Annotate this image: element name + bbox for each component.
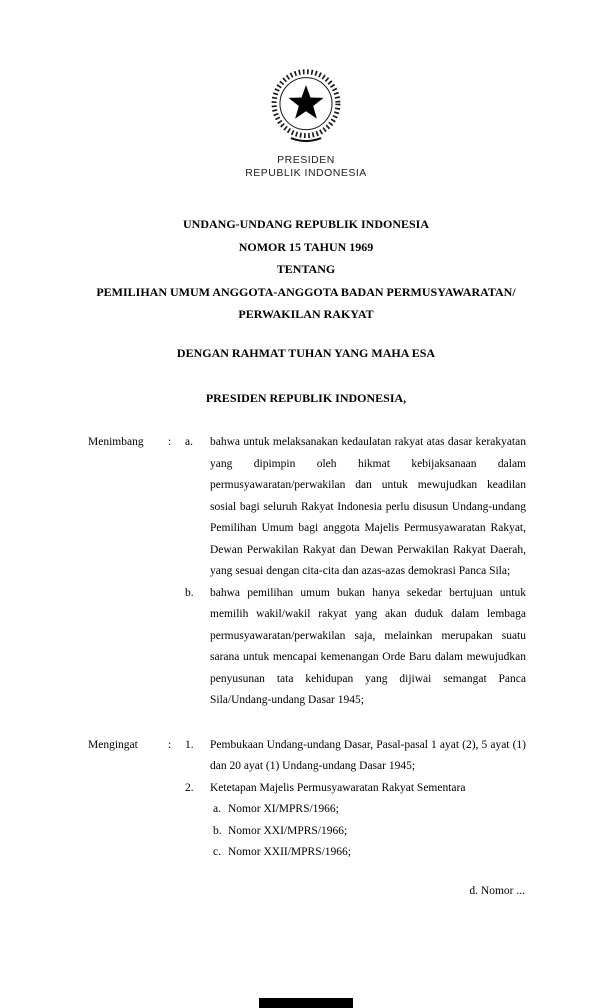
footer-bar [259,998,353,1008]
subitem-text: Nomor XI/MPRS/1966; [228,803,339,815]
title-line-5: PERWAKILAN RAKYAT [238,307,374,321]
item-marker: a. [185,436,193,448]
considerations-items [185,432,526,712]
item-text: bahwa untuk melaksanakan kedaulatan rakyat atas dasar kerakyatan yang dipimpin oleh hikmat kebijaksanaan dalam permusyawaratan/perwakilan dan untuk mewujudkan keadilan sosial bagi seluruh Rakyat Indonesia perlu disusun Undang-undang Pemilihan Umum bagi anggota Majelis Permusyawaratan Rakyat, Dewan Perwakilan Rakyat dan Dewan Perwakilan Rakyat Daerah, yang sesuai dengan cita-cita dan azas-azas demokrasi Panca Sila; [210,436,526,577]
recital-subitem-a [213,799,526,821]
subitem-marker: a. [213,803,221,815]
subitem-text: Nomor XXII/MPRS/1966; [228,846,351,858]
letterhead-line-republik: REPUBLIK INDONESIA [245,167,367,179]
recital-item-2 [185,778,526,864]
title-line-2: NOMOR 15 TAHUN 1969 [238,239,374,254]
recitals-separator: : [168,738,172,751]
title-block [0,213,612,326]
consideration-item-a [185,432,526,583]
document-body [88,432,526,864]
title-line-3: TENTANG [276,262,336,276]
subitem-text: Nomor XXI/MPRS/1966; [228,824,348,837]
presidential-seal-icon [264,64,348,150]
considerations-section [88,432,526,712]
consideration-item-b [185,583,526,712]
item-marker: b. [185,586,194,599]
recital-sublist [210,799,526,864]
recital-subitem-b [213,821,526,843]
title-line-1: UNDANG-UNDANG REPUBLIK INDONESIA [182,217,430,231]
recital-subitem-c [213,842,526,864]
subitem-marker: b. [213,824,222,837]
subitem-marker: c. [213,846,221,858]
recitals-label: Mengingat [88,738,138,751]
catchword: d. Nomor ... [469,885,525,897]
considerations-label: Menimbang [88,436,144,448]
recitals-section [88,735,526,864]
item-marker: 2. [185,781,194,794]
title-line-4: PEMILIHAN UMUM ANGGOTA-ANGGOTA BADAN PERMUSYAWARATAN/ [96,284,516,299]
recitals-items [185,735,526,864]
letterhead [0,64,612,180]
item-marker: 1. [185,738,194,751]
considerations-separator: : [168,436,172,448]
item-text: Pembukaan Undang-undang Dasar, Pasal-pasal 1 ayat (2), 5 ayat (1) dan 20 ayat (1) Undang-undang Dasar 1945; [210,738,526,772]
item-text: bahwa pemilihan umum bukan hanya sekedar bertujuan untuk memilih wakil/wakil rakyat yang akan duduk dalam lembaga permusyawaratan/perwakilan saja, melainkan merupakan suatu sarana untuk mencapai kemenangan Orde Baru dalam mewujudkan penyusunan tata kehidupan yang dijiwai semangat Panca Sila/Undang-undang Dasar 1945; [210,586,526,706]
invocation-line: DENGAN RAHMAT TUHAN YANG MAHA ESA [176,346,436,360]
item-text: Ketetapan Majelis Permusyawaratan Rakyat Sementara [210,781,466,794]
recital-item-1 [185,735,526,778]
letterhead-line-presiden: PRESIDEN [277,154,335,166]
authority-line: PRESIDEN REPUBLIK INDONESIA, [205,391,407,405]
